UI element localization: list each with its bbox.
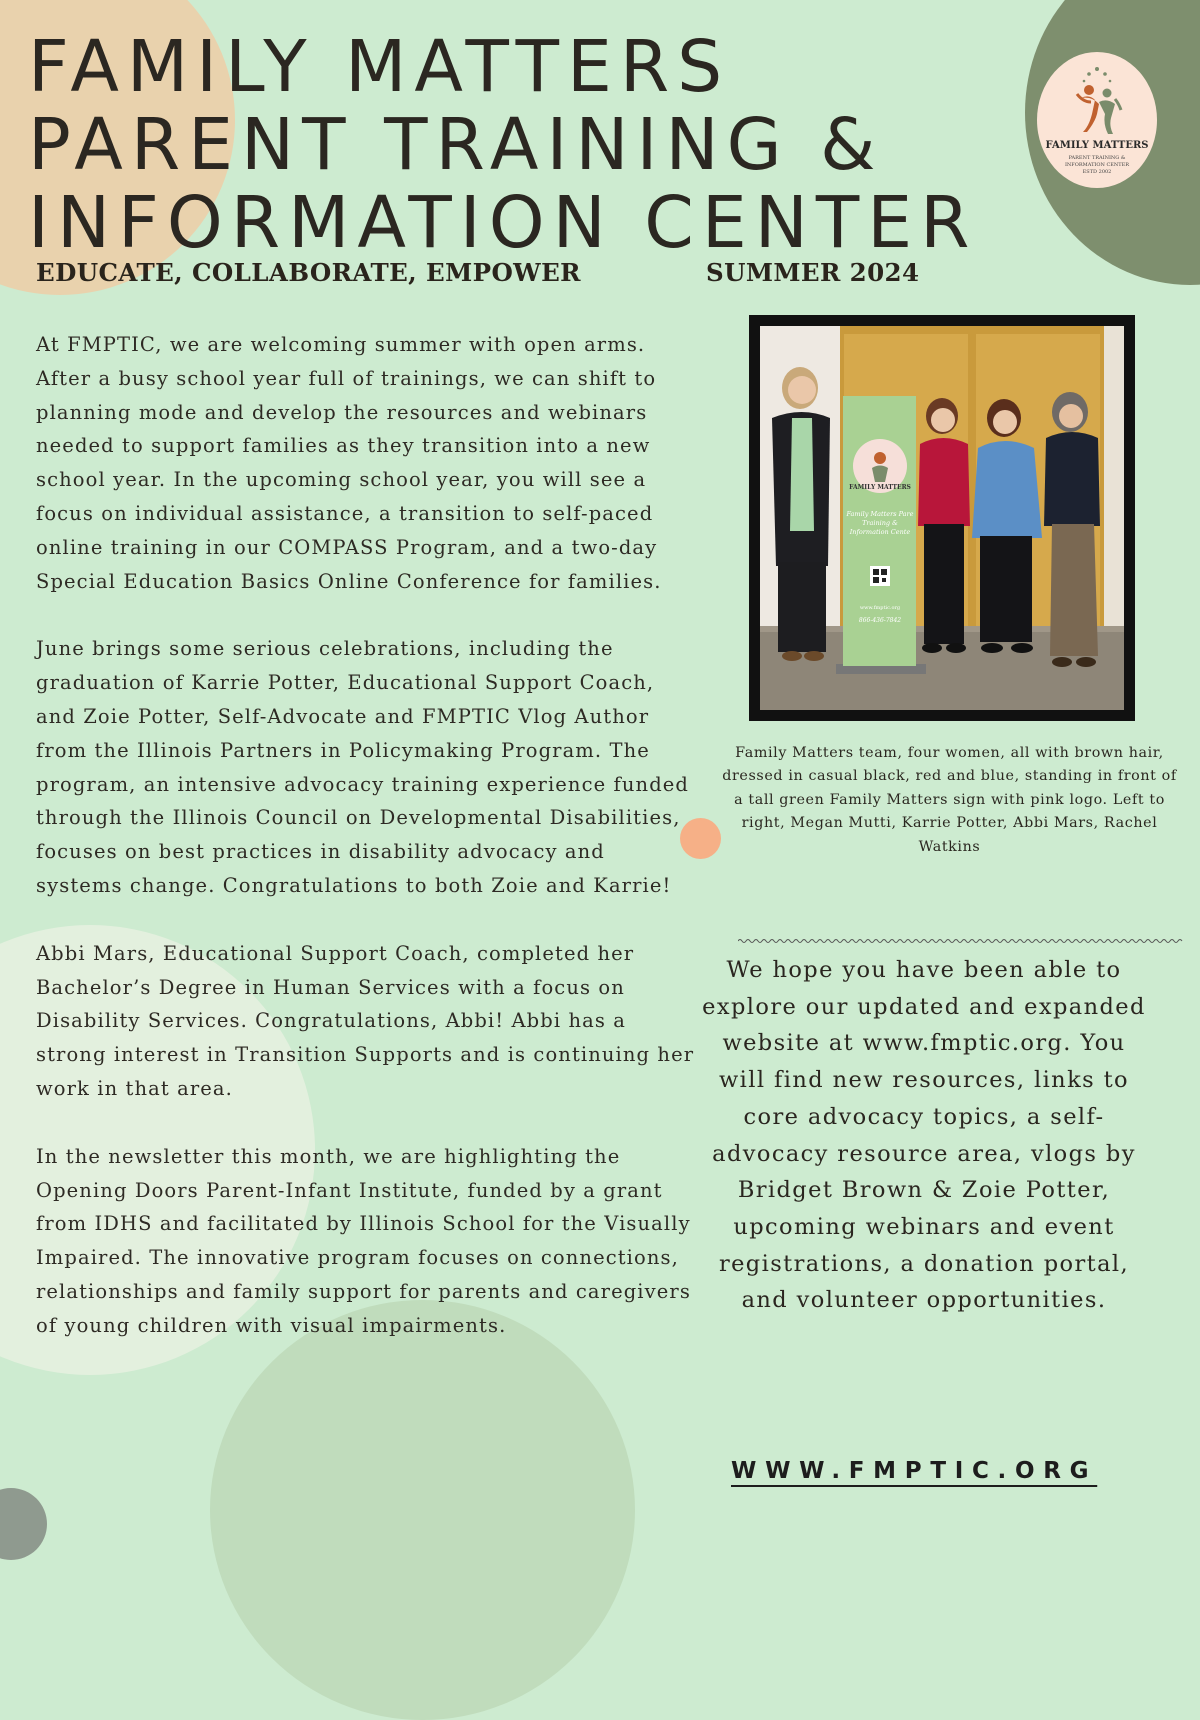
- paragraph-welcome: At FMPTIC, we are welcoming summer with open arms. After a busy school year full of trainings, we can shift to planning mode and develop the resources and webinars needed to support families as they transition into a new school year. In the upcoming school year, you will see a focus on individual assistance, a transition to self-paced online training in our COMPASS Program, and a two-day Special Education Basics Online Conference for families.: [36, 333, 662, 593]
- website-announcement: We hope you have been able to explore our updated and expanded website at www.fmptic.org. You will find new resources, links to core advocacy topics, a self-advocacy resource area, vlogs by Bridget Brown & Zoie Potter, upcoming webinars and event registrations, a donation portal, and volunteer opportunities.: [702, 957, 1146, 1314]
- issue-season: SUMMER 2024: [706, 258, 920, 287]
- newsletter-title: [28, 25, 978, 264]
- logo-established: ESTD 2002: [1082, 169, 1112, 175]
- tagline: EDUCATE, COLLABORATE, EMPOWER: [36, 258, 581, 287]
- paragraph-abbi: Abbi Mars, Educational Support Coach, completed her Bachelor’s Degree in Human Services with a focus on Disability Services. Congratulations, Abbi! Abbi has a strong interest in Transition Supports and is continuing her work in that area.: [36, 941, 695, 1100]
- team-photo-image: [760, 326, 1124, 710]
- banner-url: www.fmptic.org: [859, 605, 901, 611]
- website-link[interactable]: WWW.FMPTIC.ORG: [731, 1458, 1098, 1484]
- wavy-divider: [738, 937, 1183, 945]
- logo-subtitle: PARENT TRAINING & INFORMATION CENTER: [1064, 155, 1130, 168]
- decorative-circle-gray: [0, 1488, 47, 1560]
- banner-line-1: Family Matters Pare: [846, 510, 914, 518]
- banner-line-2: Training &: [862, 519, 898, 527]
- title-line-2: PARENT TRAINING &: [28, 103, 884, 186]
- title-line-3: INFORMATION CENTER: [28, 181, 978, 264]
- title-line-1: FAMILY MATTERS: [28, 25, 731, 108]
- family-matters-logo: [1037, 52, 1157, 188]
- team-photo: [749, 315, 1135, 721]
- photo-caption: Family Matters team, four women, all with brown hair, dressed in casual black, red and blue, standing in front of a tall green Family Matters sign with pink logo. Left to right, Megan Mutti, Karrie Potter, Abbi Mars, Rachel Watkins: [722, 745, 1177, 855]
- logo-name: FAMILY MATTERS: [1045, 140, 1149, 151]
- banner-line-3: Information Cente: [849, 528, 911, 536]
- article-body: [36, 328, 696, 1377]
- paragraph-highlight: In the newsletter this month, we are highlighting the Opening Doors Parent-Infant Institute, funded by a grant from IDHS and facilitated by Illinois School for the Visually Impaired. The innovative program focuses on connections, relationships and family support for parents and caregivers of young children with visual impairments.: [36, 1144, 691, 1337]
- banner-name: FAMILY MATTERS: [849, 484, 911, 491]
- paragraph-celebrations: June brings some serious celebrations, including the graduation of Karrie Potter, Educational Support Coach, and Zoie Potter, Self-Advocate and FMPTIC Vlog Author from the Illinois Partners in Policymaking Program. The program, an intensive advocacy training experience funded through the Illinois Council on Developmental Disabilities, focuses on best practices in disability advocacy and systems change. Congratulations to both Zoie and Karrie!: [36, 637, 689, 897]
- banner-phone: 866-436-7842: [858, 617, 902, 624]
